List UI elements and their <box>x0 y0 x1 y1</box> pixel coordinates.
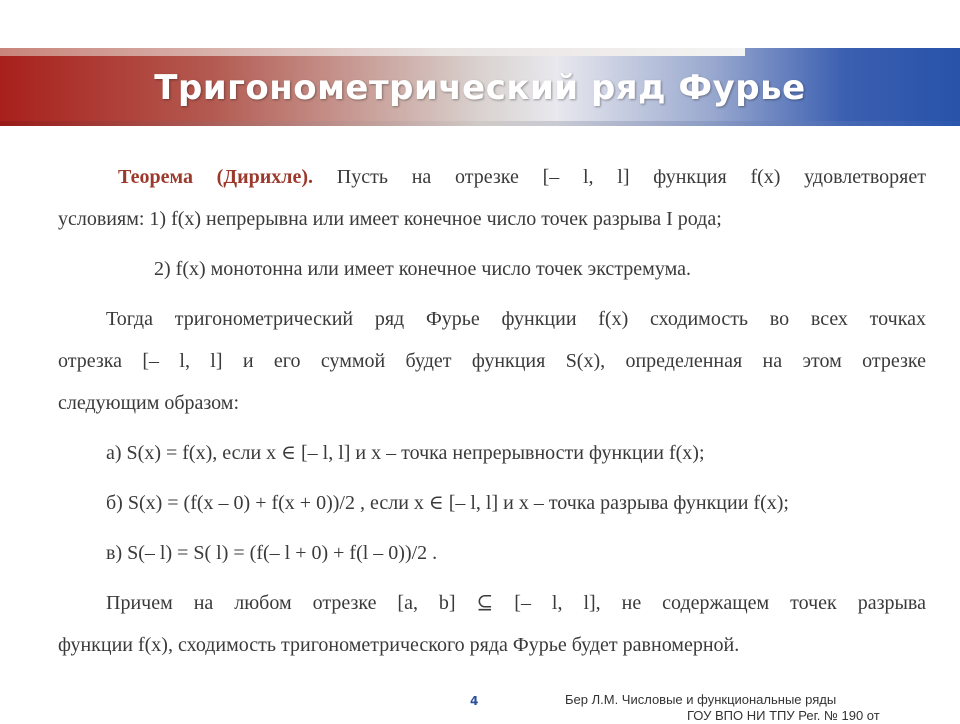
case-a: а) S(x) = f(x), если x ∈ [– l, l] и x – точка непрерывности функции f(x); <box>106 442 705 464</box>
title-bar <box>0 48 960 126</box>
page-number: 4 <box>470 694 479 708</box>
theorem-line-1 <box>58 156 926 198</box>
then-line-2: отрезка [– l, l] и его суммой будет функция S(x), определенная на этом отрезке <box>58 350 926 372</box>
remark-line-2: функции f(x), сходимость тригонометрического ряда Фурье будет равномерной. <box>58 634 740 656</box>
case-b: б) S(x) = (f(x – 0) + f(x + 0))/2 , если x ∈ [– l, l] и x – точка разрыва функции f(x); <box>106 492 789 514</box>
title-bar-highlight <box>0 48 745 56</box>
remark-line-1: Причем на любом отрезке [a, b] ⊆ [– l, l], не содержащем точек разрыва <box>106 592 926 614</box>
then-line-3: следующим образом: <box>58 392 240 414</box>
title-bar-underline <box>0 121 960 126</box>
theorem-line-2: условиям: 1) f(x) непрерывна или имеет конечное число точек разрыва I рода; <box>58 208 722 230</box>
footer-credits <box>565 692 960 724</box>
slide-content <box>58 156 926 666</box>
slide-title: Тригонометрический ряд Фурье <box>154 68 806 108</box>
theorem-label: Теорема (Дирихле). <box>118 166 314 188</box>
case-c: в) S(– l) = S( l) = (f(– l + 0) + f(l – 0))/2 . <box>106 542 438 564</box>
footer-org: ГОУ ВПО НИ ТПУ Рег. № 190 от <box>687 708 880 723</box>
footer-author: Бер Л.М. Числовые и функциональные ряды <box>565 692 837 707</box>
theorem-line-3: 2) f(x) монотонна или имеет конечное число точек экстремума. <box>154 258 691 280</box>
then-line-1: Тогда тригонометрический ряд Фурье функции f(x) сходимость во всех точках <box>106 308 926 330</box>
theorem-text-1: Пусть на отрезке [– l, l] функция f(x) удовлетворяет <box>313 166 926 188</box>
